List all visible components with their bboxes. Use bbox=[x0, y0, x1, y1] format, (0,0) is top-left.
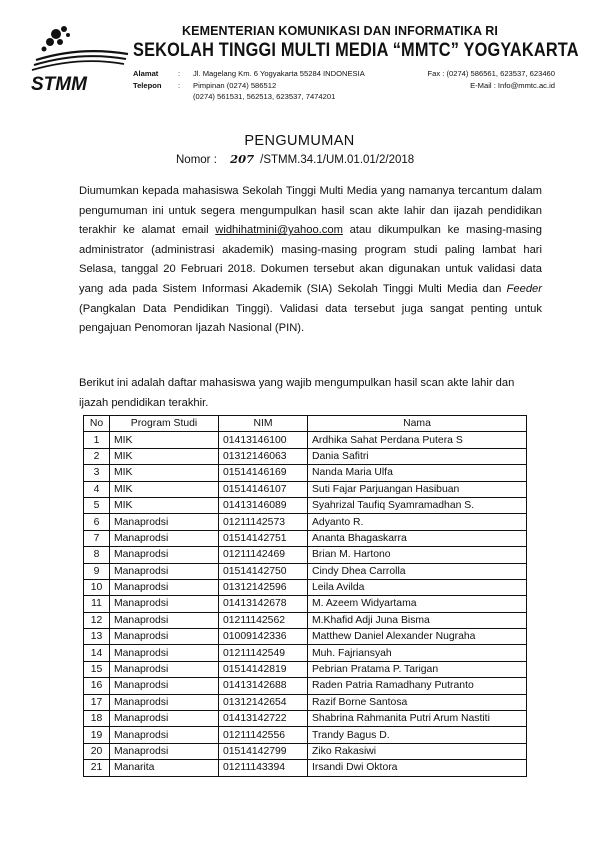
row-number: 7 bbox=[84, 530, 110, 546]
nim-cell: 01514142799 bbox=[219, 743, 308, 759]
stmm-logo bbox=[30, 20, 130, 98]
row-number: 13 bbox=[84, 629, 110, 645]
nim-cell: 01514146107 bbox=[219, 481, 308, 497]
table-row bbox=[84, 596, 527, 612]
nama-cell: Ziko Rakasiwi bbox=[308, 743, 527, 759]
nama-cell: Adyanto R. bbox=[308, 514, 527, 530]
table-row bbox=[84, 579, 527, 595]
nim-cell: 01413142688 bbox=[219, 678, 308, 694]
nama-cell: M.Khafid Adji Juna Bisma bbox=[308, 612, 527, 628]
paragraph-text-a: Diumumkan kepada mahasiswa Sekolah Tinggi Multi Media yang namanya tercantum dalam pengumuman ini untuk segera mengumpulkan hasil scan akte lahir dan ijazah pendidikan terakhir ke alamat email bbox=[79, 185, 542, 237]
header-program-studi: Program Studi bbox=[110, 416, 219, 432]
list-intro-paragraph: Berikut ini adalah daftar mahasiswa yang wajib mengumpulkan hasil scan akte lahir dan ijazah pendidikan terakhir. bbox=[79, 377, 515, 409]
row-number: 12 bbox=[84, 612, 110, 628]
nim-cell: 01211142573 bbox=[219, 514, 308, 530]
nim-cell: 01413142678 bbox=[219, 596, 308, 612]
table-row bbox=[84, 760, 527, 776]
row-number: 21 bbox=[84, 760, 110, 776]
nama-cell: Trandy Bagus D. bbox=[308, 727, 527, 743]
contact-email: E-Mail : Info@mmtc.ac.id bbox=[470, 81, 555, 90]
table-row bbox=[84, 530, 527, 546]
row-number: 15 bbox=[84, 661, 110, 677]
program-studi-cell: Manaprodsi bbox=[110, 563, 219, 579]
row-number: 4 bbox=[84, 481, 110, 497]
nama-cell: Matthew Daniel Alexander Nugraha bbox=[308, 629, 527, 645]
nama-cell: Syahrizal Taufiq Syamramadhan S. bbox=[308, 497, 527, 513]
submission-email-link[interactable]: widhihatmini@yahoo.com bbox=[215, 224, 343, 237]
nama-cell: Suti Fajar Parjuangan Hasibuan bbox=[308, 481, 527, 497]
table-row bbox=[84, 694, 527, 710]
row-number: 6 bbox=[84, 514, 110, 530]
row-number: 5 bbox=[84, 497, 110, 513]
student-table bbox=[83, 415, 527, 777]
feeder-term: Feeder bbox=[506, 282, 542, 295]
program-studi-cell: Manarita bbox=[110, 760, 219, 776]
nama-cell: Irsandi Dwi Oktora bbox=[308, 760, 527, 776]
nim-cell: 01413142722 bbox=[219, 711, 308, 727]
nim-cell: 01211143394 bbox=[219, 760, 308, 776]
table-row bbox=[84, 629, 527, 645]
table-row bbox=[84, 678, 527, 694]
program-studi-cell: Manaprodsi bbox=[110, 694, 219, 710]
table-row bbox=[84, 465, 527, 481]
nama-cell: Shabrina Rahmanita Putri Arum Nastiti bbox=[308, 711, 527, 727]
paragraph-text-c: (Pangkalan Data Pendidikan Tinggi). Validasi data tersebut juga sangat penting untuk pengajuan Penomoran Ijazah Nasional (PIN). bbox=[79, 302, 542, 335]
program-studi-cell: Manaprodsi bbox=[110, 579, 219, 595]
nim-cell: 01312142596 bbox=[219, 579, 308, 595]
nomor-label: Nomor : bbox=[176, 154, 217, 166]
table-header-row bbox=[84, 416, 527, 432]
table-row bbox=[84, 563, 527, 579]
program-studi-cell: MIK bbox=[110, 497, 219, 513]
nim-cell: 01514142751 bbox=[219, 530, 308, 546]
table-row bbox=[84, 481, 527, 497]
table-row bbox=[84, 547, 527, 563]
program-studi-cell: Manaprodsi bbox=[110, 514, 219, 530]
nim-cell: 01312146063 bbox=[219, 448, 308, 464]
program-studi-cell: Manaprodsi bbox=[110, 547, 219, 563]
table-row bbox=[84, 727, 527, 743]
row-number: 19 bbox=[84, 727, 110, 743]
program-studi-cell: Manaprodsi bbox=[110, 661, 219, 677]
handwritten-number: 207 bbox=[230, 152, 255, 166]
header-nama: Nama bbox=[308, 416, 527, 432]
nama-cell: Dania Safitri bbox=[308, 448, 527, 464]
program-studi-cell: Manaprodsi bbox=[110, 645, 219, 661]
row-number: 14 bbox=[84, 645, 110, 661]
table-row bbox=[84, 497, 527, 513]
nama-cell: Leila Avilda bbox=[308, 579, 527, 595]
nama-cell: Raden Patria Ramadhany Putranto bbox=[308, 678, 527, 694]
address-value: Jl. Magelang Km. 6 Yogyakarta 55284 INDONESIA bbox=[193, 69, 365, 78]
program-studi-cell: Manaprodsi bbox=[110, 629, 219, 645]
address-label: Alamat bbox=[133, 69, 159, 78]
row-number: 16 bbox=[84, 678, 110, 694]
program-studi-cell: Manaprodsi bbox=[110, 530, 219, 546]
document-number bbox=[176, 152, 414, 166]
program-studi-cell: Manaprodsi bbox=[110, 596, 219, 612]
row-number: 1 bbox=[84, 432, 110, 448]
fax-number: Fax : (0274) 586561, 623537, 623460 bbox=[427, 69, 555, 78]
row-number: 20 bbox=[84, 743, 110, 759]
program-studi-cell: Manaprodsi bbox=[110, 612, 219, 628]
phone-label: Telepon bbox=[133, 81, 162, 90]
row-number: 3 bbox=[84, 465, 110, 481]
logo-text: STMM bbox=[31, 74, 87, 95]
page-title: PENGUMUMAN bbox=[244, 133, 355, 149]
row-number: 17 bbox=[84, 694, 110, 710]
nim-cell: 01514146169 bbox=[219, 465, 308, 481]
table-row bbox=[84, 711, 527, 727]
nim-cell: 01211142556 bbox=[219, 727, 308, 743]
row-number: 9 bbox=[84, 563, 110, 579]
program-studi-cell: Manaprodsi bbox=[110, 678, 219, 694]
program-studi-cell: Manaprodsi bbox=[110, 743, 219, 759]
nim-cell: 01413146089 bbox=[219, 497, 308, 513]
nama-cell: Ardhika Sahat Perdana Putera S bbox=[308, 432, 527, 448]
row-number: 18 bbox=[84, 711, 110, 727]
header-no: No bbox=[84, 416, 110, 432]
table-row bbox=[84, 432, 527, 448]
ministry-name: KEMENTERIAN KOMUNIKASI DAN INFORMATIKA RI bbox=[182, 24, 498, 38]
row-number: 8 bbox=[84, 547, 110, 563]
paragraph-text-b: atau dikumpulkan ke masing-masing administrator (administrasi akademik) masing-masing program studi paling lambat hari Selasa, tanggal 20 Februari 2018. Dokumen tersebut akan digunakan untuk validasi data yang ada pada Sistem Informasi Akademik (SIA) Sekolah Tinggi Multi Media dan bbox=[79, 224, 542, 295]
announcement-paragraph bbox=[79, 182, 542, 339]
phone-line-2: (0274) 561531, 562513, 623537, 7474201 bbox=[193, 92, 336, 101]
program-studi-cell: MIK bbox=[110, 465, 219, 481]
program-studi-cell: MIK bbox=[110, 448, 219, 464]
table-row bbox=[84, 743, 527, 759]
table-row bbox=[84, 514, 527, 530]
phone-colon: : bbox=[178, 81, 181, 90]
nim-cell: 01514142819 bbox=[219, 661, 308, 677]
program-studi-cell: Manaprodsi bbox=[110, 711, 219, 727]
nama-cell: Cindy Dhea Carrolla bbox=[308, 563, 527, 579]
nim-cell: 01312142654 bbox=[219, 694, 308, 710]
address-colon: : bbox=[178, 69, 181, 78]
table-row bbox=[84, 612, 527, 628]
nim-cell: 01009142336 bbox=[219, 629, 308, 645]
table-row bbox=[84, 661, 527, 677]
nim-cell: 01211142469 bbox=[219, 547, 308, 563]
nama-cell: Ananta Bhagaskarra bbox=[308, 530, 527, 546]
row-number: 2 bbox=[84, 448, 110, 464]
nim-cell: 01211142549 bbox=[219, 645, 308, 661]
nama-cell: Brian M. Hartono bbox=[308, 547, 527, 563]
program-studi-cell: MIK bbox=[110, 432, 219, 448]
nim-cell: 01514142750 bbox=[219, 563, 308, 579]
nama-cell: M. Azeem Widyartama bbox=[308, 596, 527, 612]
program-studi-cell: MIK bbox=[110, 481, 219, 497]
nama-cell: Nanda Maria Ulfa bbox=[308, 465, 527, 481]
nama-cell: Muh. Fajriansyah bbox=[308, 645, 527, 661]
nama-cell: Pebrian Pratama P. Tarigan bbox=[308, 661, 527, 677]
nama-cell: Razif Borne Santosa bbox=[308, 694, 527, 710]
table-row bbox=[84, 645, 527, 661]
row-number: 11 bbox=[84, 596, 110, 612]
school-name: SEKOLAH TINGGI MULTI MEDIA “MMTC” YOGYAKARTA bbox=[133, 40, 579, 61]
nomor-reference: /STMM.34.1/UM.01.01/2/2018 bbox=[260, 154, 415, 166]
nim-cell: 01211142562 bbox=[219, 612, 308, 628]
phone-line-1: Pimpinan (0274) 586512 bbox=[193, 81, 277, 90]
row-number: 10 bbox=[84, 579, 110, 595]
program-studi-cell: Manaprodsi bbox=[110, 727, 219, 743]
nim-cell: 01413146100 bbox=[219, 432, 308, 448]
table-row bbox=[84, 448, 527, 464]
header-nim: NIM bbox=[219, 416, 308, 432]
